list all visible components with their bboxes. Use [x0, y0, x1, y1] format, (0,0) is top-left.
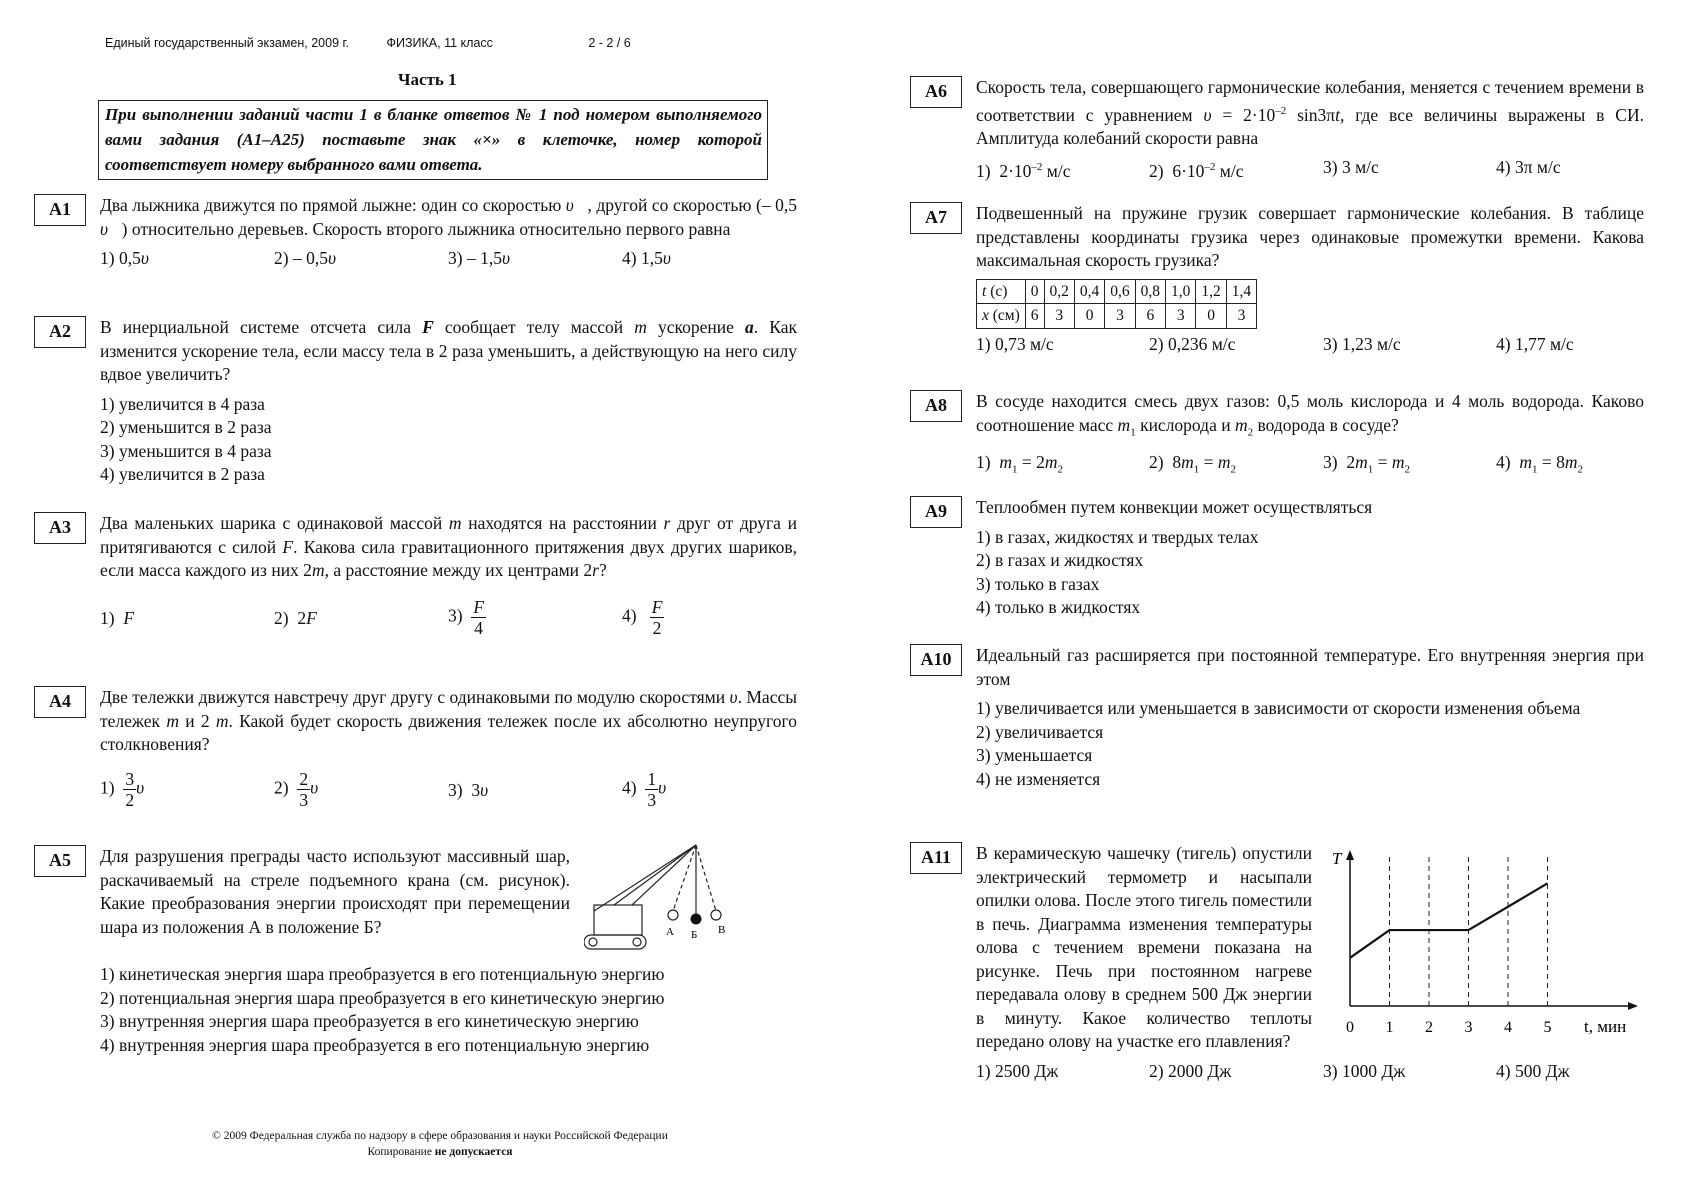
- answer-options: [100, 597, 797, 643]
- answer-options: [100, 393, 797, 487]
- x-tick-label: 5: [1543, 1019, 1552, 1036]
- row-label-position: x (см): [977, 304, 1026, 329]
- option-3: 3) – 1,5υ⃗: [448, 248, 524, 268]
- option-3: 3) 3υ: [448, 779, 489, 800]
- option-1: 1) увеличивается или уменьшается в зависимости от скорости изменения объема: [976, 698, 1581, 718]
- x-tick-label: 4: [1504, 1019, 1512, 1036]
- x-axis-label: t, мин: [1584, 1017, 1627, 1036]
- answer-options: [976, 156, 1644, 186]
- copyright: © 2009 Федеральная служба по надзору в сфере образования и науки Российской Федерации: [212, 1130, 668, 1142]
- question-label: А3: [34, 512, 86, 544]
- option-1: 1) $m_1 = 2m_2$: [976, 451, 1063, 475]
- question-text: Теплообмен путем конвекции может осуществляться: [976, 497, 1373, 517]
- option-3: 3) только в газах: [976, 573, 1100, 594]
- option-3: 3) уменьшится в 4 раза: [100, 440, 272, 461]
- option-2: 2) $8m_1 = m_2$: [1149, 451, 1236, 475]
- x-tick-label: 1: [1385, 1019, 1394, 1036]
- option-3: 3) уменьшается: [976, 745, 1093, 765]
- option-2: 2) в газах и жидкостях: [976, 550, 1144, 570]
- answer-options: [976, 333, 1644, 363]
- answer-options: [100, 247, 797, 277]
- question-text: В сосуде находится смесь двух газов: 0,5 моль кислорода и 4 моль водорода. Каково соотношение масс $m_1$ кислорода и $m_2$ водорода в сосуде?: [976, 391, 1644, 438]
- option-1: 1) в газах, жидкостях и твердых телах: [976, 526, 1259, 547]
- option-2: 2) $\frac{2}{3}$ υ: [274, 768, 319, 810]
- option-3: 3) 1000 Дж: [1323, 1060, 1406, 1081]
- answer-options: [976, 697, 1644, 791]
- option-4: 4) только в жидкостях: [976, 597, 1141, 617]
- option-1: 1) кинетическая энергия шара преобразуется в его потенциальную энергию: [100, 964, 665, 984]
- option-1: 1) увеличится в 4 раза: [100, 393, 265, 414]
- option-2: 2) 0,236 м/с: [1149, 333, 1236, 354]
- option-2: 2) увеличивается: [976, 721, 1104, 742]
- x-tick-label: 0: [1346, 1019, 1354, 1036]
- table-row-time: t (с) 0 0,2 0,4 0,6 0,8 1,0 1,2 1,4: [977, 279, 1257, 304]
- option-4: 4) увеличится в 2 раза: [100, 464, 265, 484]
- option-4: 4) 1,5υ⃗: [622, 248, 685, 268]
- question-label: А9: [910, 496, 962, 528]
- answer-options: [976, 526, 1644, 620]
- question-label: А2: [34, 316, 86, 348]
- option-3: 3) 1,23 м/с: [1323, 333, 1401, 354]
- question-label: А7: [910, 202, 962, 234]
- question-text: Для разрушения преграды часто используют массивный шар, раскачиваемый на стреле подъемного крана (см. рисунок). Какие преобразования энергии происходят при перемещении шара из положения А в положение Б?: [100, 846, 570, 937]
- option-1: 1) 0,5υ⃗: [100, 248, 163, 268]
- option-1: 1) $\frac{3}{2}$ υ: [100, 768, 145, 810]
- page-header: [105, 36, 631, 50]
- question-text: Два маленьких шарика с одинаковой массой m находятся на расстоянии r друг от друга и притягиваются с силой F. Какова сила гравитационного притяжения двух других шариков, если масса каждого из них 2m, а расстояние между их центрами 2r?: [100, 513, 797, 580]
- option-3: 3) $\frac{F}{4}$: [448, 596, 485, 638]
- question-text: Два лыжника движутся по прямой лыжне: один со скоростью υ⃗, другой со скоростью (– 0,5 υ⃗) относительно деревьев. Скорость второго лыжника относительно первого равна: [100, 195, 797, 239]
- subject-title: ФИЗИКА, 11 класс: [386, 36, 493, 50]
- question-text: Идеальный газ расширяется при постоянной температуре. Его внутренняя энергия при этом: [976, 645, 1644, 689]
- question-label: А6: [910, 76, 962, 108]
- answer-options: [976, 451, 1644, 481]
- crane-cabin: [594, 905, 642, 935]
- answer-options: [976, 1060, 1644, 1090]
- option-4: 4) 3π м/с: [1496, 157, 1561, 178]
- option-3: 3) внутренняя энергия шара преобразуется в его кинетическую энергию: [100, 1011, 639, 1031]
- question-text: В керамическую чашечку (тигель) опустили электрический термометр и насыпали опилки олова. После этого тигель поместили в печь. Диаграмма изменения температуры олова с течением времени показана на рисунке. Печь при постоянном нагреве передавала олову в среднем 500 Дж энергии в минуту. Какое количество теплоты передано олову на участке его плавления?: [976, 843, 1312, 1051]
- question-label: А11: [910, 842, 962, 874]
- question-label: А4: [34, 686, 86, 718]
- option-2: 2) – 0,5υ⃗: [274, 248, 350, 268]
- x-tick-label: 3: [1464, 1019, 1473, 1036]
- question-label: А5: [34, 845, 86, 877]
- option-4: 4) не изменяется: [976, 768, 1101, 789]
- question-label: А10: [910, 644, 962, 676]
- answer-options: [100, 769, 797, 815]
- table-row-position: x (см) 6 3 0 3 6 3 0 3: [977, 304, 1257, 329]
- option-3: 3) 3 м/с: [1323, 157, 1379, 178]
- row-label-time: t (с): [977, 279, 1026, 304]
- crane-tracks: [584, 935, 646, 949]
- option-4: 4) $m_1 = 8m_2$: [1496, 451, 1583, 475]
- option-2: 2) 2F: [274, 607, 317, 628]
- temperature-chart: [1328, 842, 1644, 1046]
- option-3: 3) $2m_1 = m_2$: [1323, 451, 1410, 475]
- copy-notice: Копирование не допускается: [367, 1146, 513, 1158]
- footer: [165, 1128, 715, 1160]
- label-v: В: [718, 924, 726, 936]
- exam-title: Единый государственный экзамен, 2009 г.: [105, 36, 350, 50]
- instruction-box: При выполнении заданий части 1 в бланке ответов № 1 под номером выполняемого вами задания (А1–А25) поставьте знак «×» в клеточке, номер которой соответствует номеру выбранного вами ответа.: [98, 100, 768, 180]
- option-2: 2) потенциальная энергия шара преобразуется в его кинетическую энергию: [100, 987, 665, 1008]
- x-axis-arrow: [1628, 1002, 1638, 1010]
- option-4: 4) $\frac{1}{3}$ υ: [622, 768, 667, 810]
- ball-position-b: [691, 914, 702, 925]
- question-text: В инерциальной системе отсчета сила F сообщает телу массой m ускорение a. Как изменится ускорение тела, если массу тела в 2 раза уменьшить, а действующую на него силу вдвое увеличить?: [100, 317, 797, 384]
- option-2: 2) $6\cdot 10^{-2}$ м/с: [1149, 161, 1244, 182]
- page-number: 2 - 2 / 6: [588, 36, 631, 50]
- crane-figure: [584, 839, 784, 957]
- option-1: 1) F: [100, 607, 135, 628]
- question-label: А1: [34, 194, 86, 226]
- crane-boom: [594, 845, 696, 911]
- option-1: 1) 2500 Дж: [976, 1060, 1059, 1081]
- question-text: Подвешенный на пружине грузик совершает гармонические колебания. В таблице представлены координаты грузика через одинаковые промежутки времени. Какова максимальная скорость грузика?: [976, 203, 1644, 270]
- temperature-line: [1350, 883, 1548, 957]
- velocity-vector-symbol: υ⃗: [565, 195, 588, 215]
- y-axis-label: T: [1332, 849, 1342, 868]
- ball-position-a: [668, 910, 678, 920]
- question-text: Скорость тела, совершающего гармонические колебания, меняется с течением времени в соответствии с уравнением $\upsilon = 2\cdot 10^{-2}$ sin3πt, где все величины выражены в СИ. Амплитуда колебаний скорости равна: [976, 77, 1644, 148]
- option-4: 4) внутренняя энергия шара преобразуется в его потенциальную энергию: [100, 1034, 650, 1055]
- x-tick-label: 2: [1425, 1019, 1433, 1036]
- question-text: Две тележки движутся навстречу друг другу с одинаковыми по модулю скоростями υ. Массы тележек m и 2 m. Какой будет скорость движения тележек после их абсолютно неупругого столкновения?: [100, 687, 797, 754]
- ball-position-v: [711, 910, 721, 920]
- option-4: 4) 1,77 м/с: [1496, 333, 1574, 354]
- option-1: 1) 0,73 м/с: [976, 333, 1054, 354]
- label-a: А: [666, 926, 674, 938]
- question-label: А8: [910, 390, 962, 422]
- y-axis-arrow: [1346, 850, 1354, 860]
- answer-options: [100, 963, 790, 1057]
- chart-container: [1328, 842, 1644, 1046]
- option-4: 4) $\frac{F}{2}$: [622, 596, 663, 638]
- option-1: 1) $2\cdot 10^{-2}$ м/с: [976, 161, 1071, 182]
- label-b: Б: [691, 929, 698, 941]
- option-2: 2) уменьшится в 2 раза: [100, 417, 272, 437]
- option-4: 4) 500 Дж: [1496, 1060, 1570, 1081]
- data-table: [976, 279, 1257, 329]
- option-2: 2) 2000 Дж: [1149, 1060, 1232, 1081]
- part-title: Часть 1: [398, 70, 457, 89]
